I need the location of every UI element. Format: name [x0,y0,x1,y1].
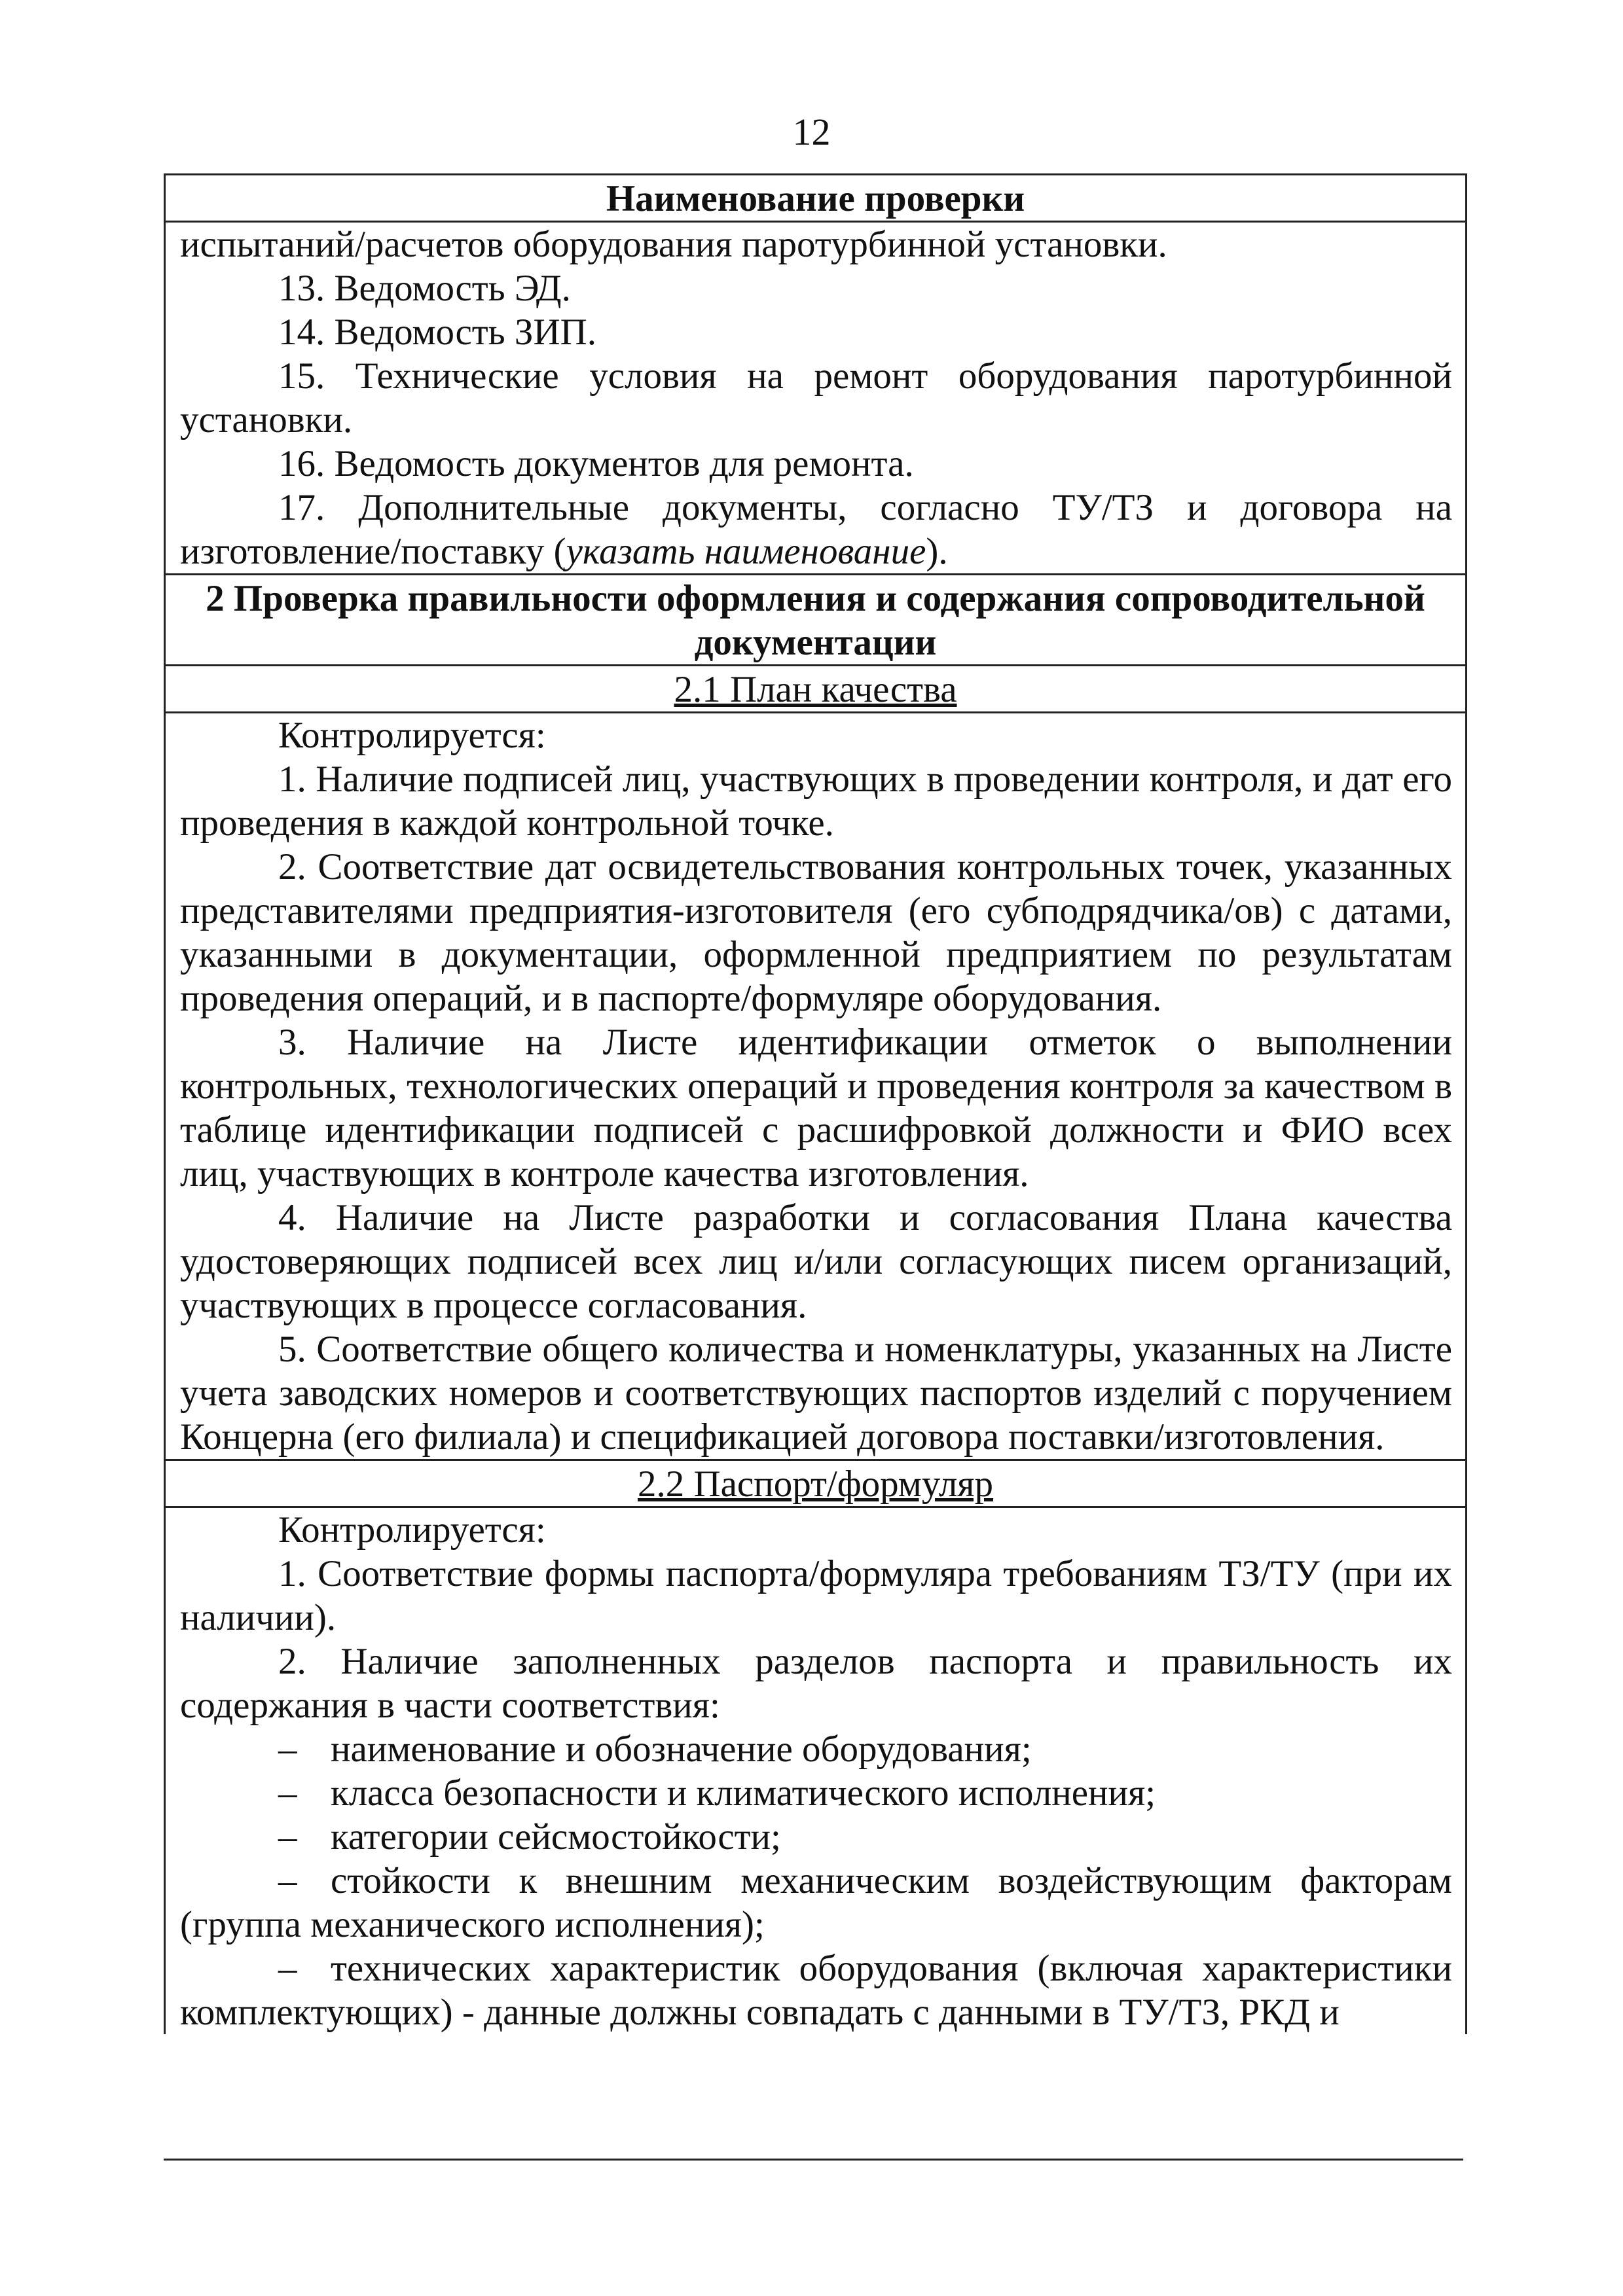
list-item: 13. Ведомость ЭД. [278,268,571,309]
dash-list-item [180,1771,1452,1815]
section2-title: 2 Проверка правильности оформления и содержания сопроводительной документации [206,578,1425,663]
list-item: 2. Соответствие дат освидетельствования контрольных точек, указанных представителями предприятия-изготовителя (его субподрядчика/ов) с датами, указанными в документации, оформленной предприятием по результатам проведения операций, и в паспорте/формуляре оборудования. [180,846,1452,1019]
item17-italic: указать наименование [566,531,926,572]
dash-list-item [180,1815,1452,1859]
subsection21-title-row [166,666,1465,713]
list-item: 14. Ведомость ЗИП. [278,312,597,353]
list-item: 3. Наличие на Листе идентификации отметок о выполнении контрольных, технологических операций и проведения контроля за качеством в таблице идентификации подписей с расшифровкой должности и ФИО всех лиц, участвующих в контроле качества изготовления. [180,1022,1452,1194]
section1-body [166,223,1465,573]
page-number: 12 [792,111,831,153]
dash-marker: – [278,1772,297,1814]
dash-item-text: наименование и обозначение оборудования; [331,1729,1032,1770]
table-header-title: Наименование проверки [606,178,1025,219]
dash-list-item [180,1727,1452,1771]
table-header-row [166,173,1465,223]
item17-end: ). [926,531,948,572]
list-item: 16. Ведомость документов для ремонта. [278,443,914,484]
table-bottom-border [164,2159,1463,2161]
dash-item-text: стойкости к внешним механическим воздействующим факторам (группа механического исполнения); [180,1860,1452,1945]
dash-marker: – [278,1948,297,1989]
dash-item-text: технических характеристик оборудования (включая характеристики комплектующих) - данные должны совпадать с данными в ТУ/ТЗ, РКД и [180,1948,1452,2033]
list-item: 2. Наличие заполненных разделов паспорта и правильность их содержания в части соответствия: [180,1641,1452,1726]
list-item-17 [180,486,1452,573]
list-item: 5. Соответствие общего количества и номенклатуры, указанных на Листе учета заводских номеров и соответствующих паспортов изделий с поручением Концерна (его филиала) и спецификацией договора поставки/изготовления. [180,1329,1452,1458]
subsection22-title-row [166,1461,1465,1508]
dash-marker: – [278,1860,297,1901]
subsection22-intro: Контролируется: [278,1509,546,1551]
item17-main: 17. Дополнительные документы, согласно ТУ/ТЗ и договора на изготовление/поставку ( [180,487,1452,572]
subsection21-body-row [166,713,1465,1461]
list-item: 1. Соответствие формы паспорта/формуляра требованиям ТЗ/ТУ (при их наличии). [180,1553,1452,1638]
section1-row [166,223,1465,575]
subsection22-body [166,1508,1465,2034]
subsection21-intro: Контролируется: [278,715,546,756]
subsection21-title: 2.1 План качества [674,669,957,710]
dash-list-item [180,1859,1452,1946]
subsection21-body [166,713,1465,1459]
subsection22-body-row [166,1508,1465,2034]
checks-table [164,173,1467,2034]
dash-list-item [180,1946,1452,2034]
list-item: 1. Наличие подписей лиц, участвующих в проведении контроля, и дат его проведения в каждой контрольной точке. [180,759,1452,844]
subsection22-title: 2.2 Паспорт/формуляр [637,1463,994,1505]
dash-item-text: класса безопасности и климатического исполнения; [331,1772,1156,1814]
section2-title-row [166,575,1465,666]
list-item: 4. Наличие на Листе разработки и согласования Плана качества удостоверяющих подписей всех лиц и/или согласующих писем организаций, участвующих в процессе согласования. [180,1197,1452,1326]
dash-marker: – [278,1816,297,1857]
dash-marker: – [278,1729,297,1770]
list-item: 15. Технические условия на ремонт оборудования паротурбинной установки. [180,355,1452,440]
dash-item-text: категории сейсмостойкости; [331,1816,781,1857]
section1-continuation: испытаний/расчетов оборудования паротурбинной установки. [180,224,1167,265]
